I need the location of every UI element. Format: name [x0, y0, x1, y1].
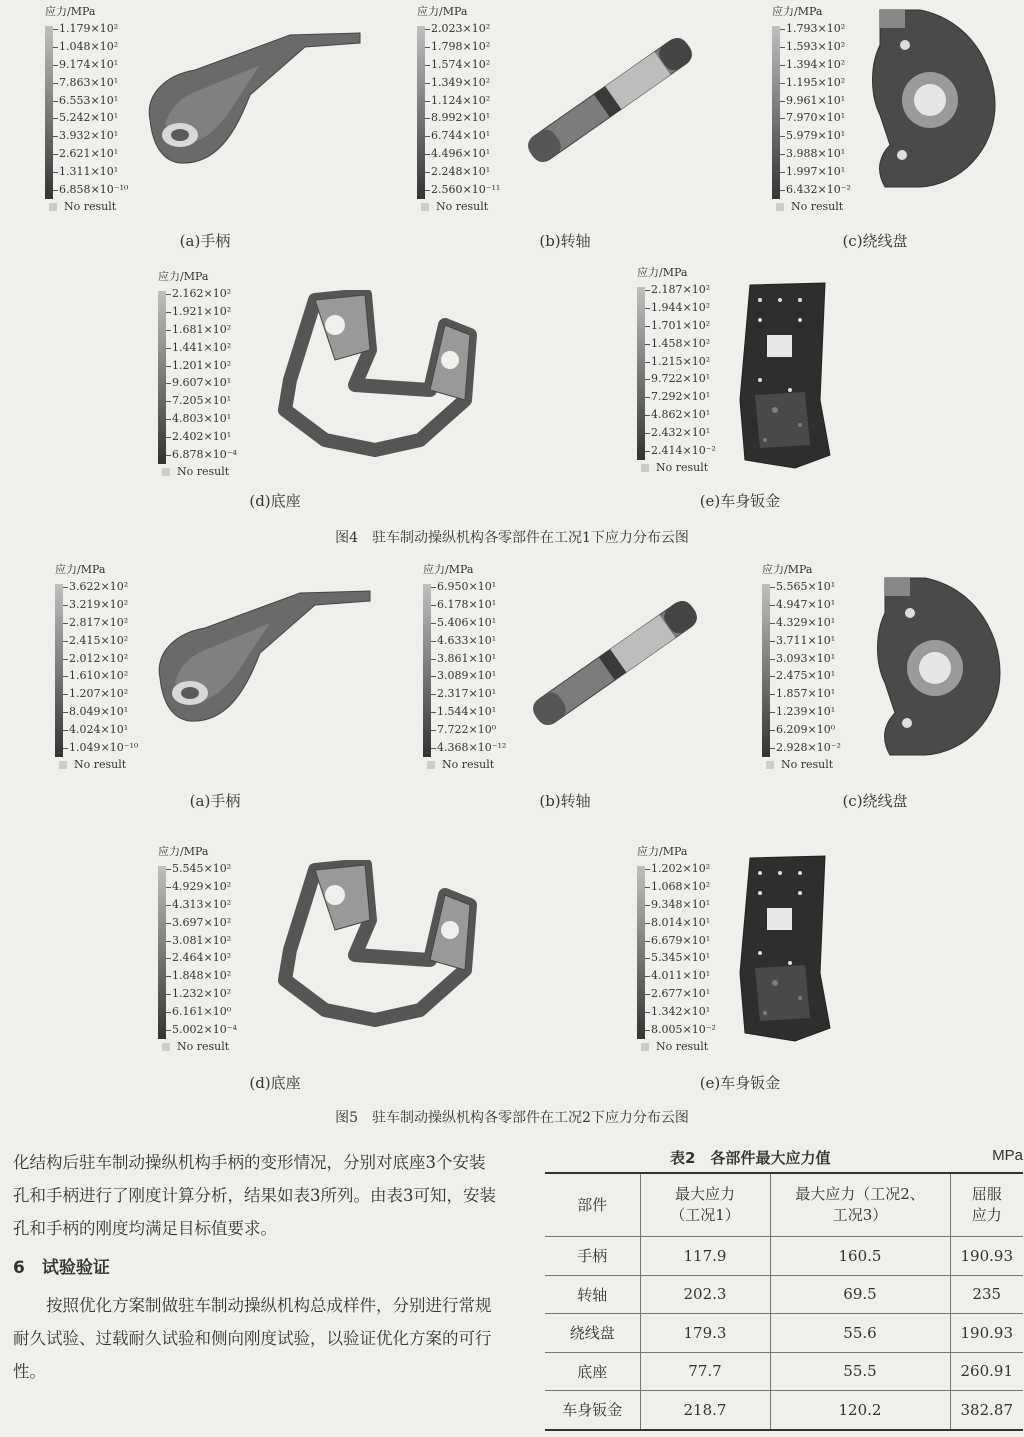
legend-value: 7.722×10⁰ — [423, 721, 548, 739]
subfigure-caption: (c)绕线盘 — [842, 792, 908, 810]
subfigure-caption: (b)转轴 — [539, 792, 591, 810]
legend-value: 8.049×10¹ — [55, 703, 180, 721]
reel-stress-image — [860, 5, 1000, 199]
legend-value: 2.023×10² — [417, 20, 542, 38]
legend-value: 1.921×10² — [158, 303, 283, 321]
legend-value: 6.679×10¹ — [637, 932, 762, 950]
legend-value: 5.242×10¹ — [45, 109, 170, 127]
legend-value: 1.239×10¹ — [762, 703, 887, 721]
table-cell: 120.2 — [770, 1391, 950, 1430]
legend-value: 6.553×10¹ — [45, 92, 170, 110]
body-text — [13, 1146, 498, 1388]
legend-no-result — [158, 1039, 283, 1054]
sheet-stress-image — [735, 280, 835, 474]
table-cell: 55.5 — [770, 1352, 950, 1391]
legend-title: 应力/MPa — [762, 563, 813, 576]
table-header-cell: 部件 — [545, 1173, 640, 1237]
legend-value: 4.024×10¹ — [55, 721, 180, 739]
stress-table — [545, 1172, 1023, 1431]
table-cell: 382.87 — [950, 1391, 1023, 1430]
no-result-label: No result — [781, 757, 834, 771]
table-row — [545, 1391, 1023, 1430]
legend-value: 5.545×10² — [158, 860, 283, 878]
legend-value: 4.011×10¹ — [637, 967, 762, 985]
legend-value: 6.858×10⁻¹⁰ — [45, 181, 170, 199]
paragraph: 按照优化方案制做驻车制动操纵机构总成样件，分别进行常规耐久试验、过载耐久试验和侧向刚度试验，以验证优化方案的可行性。 — [13, 1296, 492, 1381]
legend-value: 4.947×10¹ — [762, 596, 887, 614]
legend-value: 2.415×10² — [55, 632, 180, 650]
shaft-stress-image — [510, 583, 720, 747]
legend-value: 6.744×10¹ — [417, 127, 542, 145]
base-stress-image — [255, 290, 485, 464]
legend-value: 2.817×10² — [55, 614, 180, 632]
legend-value: 1.311×10¹ — [45, 163, 170, 181]
legend-title: 应力/MPa — [158, 270, 209, 283]
no-result-swatch — [49, 203, 57, 211]
no-result-label: No result — [177, 464, 230, 478]
legend-value: 5.565×10¹ — [762, 578, 887, 596]
sheet-stress-image — [735, 853, 835, 1047]
table-cell: 转轴 — [545, 1275, 640, 1314]
legend-value: 5.345×10¹ — [637, 949, 762, 967]
table-header-cell: 最大应力 （工况1） — [640, 1173, 770, 1237]
legend-value: 1.798×10² — [417, 38, 542, 56]
legend-value: 2.162×10² — [158, 285, 283, 303]
legend-value: 1.068×10² — [637, 878, 762, 896]
legend-value: 1.997×10¹ — [772, 163, 897, 181]
legend-value: 8.014×10¹ — [637, 914, 762, 932]
no-result-swatch — [59, 761, 67, 769]
legend-title: 应力/MPa — [45, 5, 96, 18]
legend-value: 2.012×10² — [55, 650, 180, 668]
legend-no-result — [417, 199, 542, 214]
legend-value: 1.124×10² — [417, 92, 542, 110]
legend-title: 应力/MPa — [55, 563, 106, 576]
handle-stress-image — [140, 25, 380, 179]
legend-value: 2.414×10⁻² — [637, 442, 762, 460]
no-result-swatch — [641, 1043, 649, 1051]
legend-value: 3.932×10¹ — [45, 127, 170, 145]
legend-value: 1.848×10² — [158, 967, 283, 985]
legend-value: 1.202×10² — [637, 860, 762, 878]
legend-value: 3.081×10² — [158, 932, 283, 950]
subfigure-caption: (a)手柄 — [179, 232, 231, 250]
legend-value: 1.544×10¹ — [423, 703, 548, 721]
table-cell: 55.6 — [770, 1314, 950, 1353]
legend-value: 7.205×10¹ — [158, 392, 283, 410]
legend-value: 9.607×10¹ — [158, 374, 283, 392]
legend-value: 2.432×10¹ — [637, 424, 762, 442]
legend-value: 4.862×10¹ — [637, 406, 762, 424]
legend-value: 4.803×10¹ — [158, 410, 283, 428]
legend-value: 2.928×10⁻² — [762, 739, 887, 757]
legend-value: 8.992×10¹ — [417, 109, 542, 127]
legend-value: 3.988×10¹ — [772, 145, 897, 163]
no-result-swatch — [766, 761, 774, 769]
legend-value: 1.349×10² — [417, 74, 542, 92]
legend-value: 4.313×10² — [158, 896, 283, 914]
legend-value: 2.317×10¹ — [423, 685, 548, 703]
legend-value: 1.701×10² — [637, 317, 762, 335]
legend-value: 9.174×10¹ — [45, 56, 170, 74]
legend-value: 1.441×10² — [158, 339, 283, 357]
legend-value: 6.161×10⁰ — [158, 1003, 283, 1021]
legend-value: 2.402×10¹ — [158, 428, 283, 446]
subfigure-caption: (e)车身钣金 — [699, 492, 781, 510]
no-result-swatch — [427, 761, 435, 769]
legend-value: 3.697×10² — [158, 914, 283, 932]
legend-value: 5.979×10¹ — [772, 127, 897, 145]
legend-value: 1.179×10² — [45, 20, 170, 38]
legend-title: 应力/MPa — [637, 266, 688, 279]
table-header-cell: 屈服 应力 — [950, 1173, 1023, 1237]
table-cell: 车身钣金 — [545, 1391, 640, 1430]
legend-title: 应力/MPa — [423, 563, 474, 576]
legend-value: 1.944×10² — [637, 299, 762, 317]
legend-value: 1.458×10² — [637, 335, 762, 353]
legend-value: 1.207×10² — [55, 685, 180, 703]
legend-value: 7.863×10¹ — [45, 74, 170, 92]
table-cell: 190.93 — [950, 1237, 1023, 1276]
legend-no-result — [158, 464, 283, 479]
base-stress-image — [255, 860, 485, 1034]
subfigure-caption: (c)绕线盘 — [842, 232, 908, 250]
no-result-label: No result — [791, 199, 844, 213]
no-result-label: No result — [656, 460, 709, 474]
legend-value: 6.950×10¹ — [423, 578, 548, 596]
legend-value: 7.970×10¹ — [772, 109, 897, 127]
table-cell: 235 — [950, 1275, 1023, 1314]
legend-value: 9.961×10¹ — [772, 92, 897, 110]
table-cell: 179.3 — [640, 1314, 770, 1353]
legend-value: 1.232×10² — [158, 985, 283, 1003]
no-result-label: No result — [177, 1039, 230, 1053]
no-result-label: No result — [442, 757, 495, 771]
table-row — [545, 1352, 1023, 1391]
legend-value: 2.464×10² — [158, 949, 283, 967]
legend-value: 2.187×10² — [637, 281, 762, 299]
subfigure-caption: (a)手柄 — [189, 792, 241, 810]
legend-value: 3.861×10¹ — [423, 650, 548, 668]
section-title: 6 试验验证 — [13, 1258, 110, 1278]
legend-value: 3.089×10¹ — [423, 667, 548, 685]
legend-value: 6.878×10⁻⁴ — [158, 446, 283, 464]
figure-5-caption: 图5 驻车制动操纵机构各零部件在工况2下应力分布云图 — [335, 1110, 689, 1126]
legend-value: 3.711×10¹ — [762, 632, 887, 650]
no-result-swatch — [162, 1043, 170, 1051]
legend-value: 1.342×10¹ — [637, 1003, 762, 1021]
legend-value: 1.201×10² — [158, 357, 283, 375]
legend-title: 应力/MPa — [772, 5, 823, 18]
legend-value: 2.677×10¹ — [637, 985, 762, 1003]
legend-title: 应力/MPa — [637, 845, 688, 858]
legend-value: 1.793×10² — [772, 20, 897, 38]
table-header-cell: 最大应力（工况2、 工况3） — [770, 1173, 950, 1237]
no-result-swatch — [421, 203, 429, 211]
legend-value: 1.574×10² — [417, 56, 542, 74]
table-cell: 190.93 — [950, 1314, 1023, 1353]
legend-value: 1.195×10² — [772, 74, 897, 92]
subfigure-caption: (e)车身钣金 — [699, 1074, 781, 1092]
subfigure-caption: (d)底座 — [249, 1074, 301, 1092]
reel-stress-image — [865, 573, 1005, 767]
no-result-label: No result — [74, 757, 127, 771]
table-row — [545, 1237, 1023, 1276]
handle-stress-image — [150, 583, 390, 737]
legend-value: 6.209×10⁰ — [762, 721, 887, 739]
legend-value: 1.681×10² — [158, 321, 283, 339]
legend-value: 1.048×10² — [45, 38, 170, 56]
table-cell: 260.91 — [950, 1352, 1023, 1391]
table-cell: 160.5 — [770, 1237, 950, 1276]
legend-title: 应力/MPa — [417, 5, 468, 18]
legend-no-result — [45, 199, 170, 214]
no-result-swatch — [776, 203, 784, 211]
legend-no-result — [55, 757, 180, 772]
subfigure-caption: (d)底座 — [249, 492, 301, 510]
legend-value: 2.248×10¹ — [417, 163, 542, 181]
no-result-swatch — [641, 464, 649, 472]
shaft-stress-image — [505, 20, 715, 184]
legend-value: 9.348×10¹ — [637, 896, 762, 914]
legend-value: 4.929×10² — [158, 878, 283, 896]
legend-value: 4.633×10¹ — [423, 632, 548, 650]
legend-value: 5.406×10¹ — [423, 614, 548, 632]
legend-value: 4.329×10¹ — [762, 614, 887, 632]
table-cell: 69.5 — [770, 1275, 950, 1314]
legend-value: 1.215×10² — [637, 353, 762, 371]
table-unit: MPa — [992, 1147, 1023, 1164]
table-cell: 手柄 — [545, 1237, 640, 1276]
legend-value: 4.496×10¹ — [417, 145, 542, 163]
figure-4-caption: 图4 驻车制动操纵机构各零部件在工况1下应力分布云图 — [335, 530, 689, 546]
legend-value: 2.621×10¹ — [45, 145, 170, 163]
legend-value: 6.432×10⁻² — [772, 181, 897, 199]
legend-value: 1.610×10² — [55, 667, 180, 685]
legend-value: 3.622×10² — [55, 578, 180, 596]
no-result-label: No result — [64, 199, 117, 213]
table-cell: 117.9 — [640, 1237, 770, 1276]
table-cell: 218.7 — [640, 1391, 770, 1430]
no-result-label: No result — [656, 1039, 709, 1053]
table-row — [545, 1275, 1023, 1314]
legend-value: 8.005×10⁻² — [637, 1021, 762, 1039]
table-cell: 底座 — [545, 1352, 640, 1391]
legend-no-result — [423, 757, 548, 772]
legend-value: 1.593×10² — [772, 38, 897, 56]
legend-value: 3.093×10¹ — [762, 650, 887, 668]
table-title: 表2 各部件最大应力值 — [670, 1149, 831, 1167]
table-row — [545, 1314, 1023, 1353]
legend-value: 5.002×10⁻⁴ — [158, 1021, 283, 1039]
legend-value: 1.394×10² — [772, 56, 897, 74]
paragraph: 化结构后驻车制动操纵机构手柄的变形情况，分别对底座3个安装孔和手柄进行了刚度计算分析，结果如表3所列。由表3可知，安装孔和手柄的刚度均满足目标值要求。 — [13, 1153, 496, 1238]
no-result-label: No result — [436, 199, 489, 213]
legend-value: 1.049×10⁻¹⁰ — [55, 739, 180, 757]
table-header-row — [545, 1173, 1023, 1237]
legend-value: 1.857×10¹ — [762, 685, 887, 703]
legend-value: 3.219×10² — [55, 596, 180, 614]
table-cell: 202.3 — [640, 1275, 770, 1314]
legend-value: 2.475×10¹ — [762, 667, 887, 685]
table-cell: 绕线盘 — [545, 1314, 640, 1353]
no-result-swatch — [162, 468, 170, 476]
legend-no-result — [772, 199, 897, 214]
legend-value: 2.560×10⁻¹¹ — [417, 181, 542, 199]
table-cell: 77.7 — [640, 1352, 770, 1391]
legend-value: 4.368×10⁻¹² — [423, 739, 548, 757]
legend-value: 6.178×10¹ — [423, 596, 548, 614]
legend-title: 应力/MPa — [158, 845, 209, 858]
legend-value: 7.292×10¹ — [637, 388, 762, 406]
subfigure-caption: (b)转轴 — [539, 232, 591, 250]
legend-value: 9.722×10¹ — [637, 370, 762, 388]
